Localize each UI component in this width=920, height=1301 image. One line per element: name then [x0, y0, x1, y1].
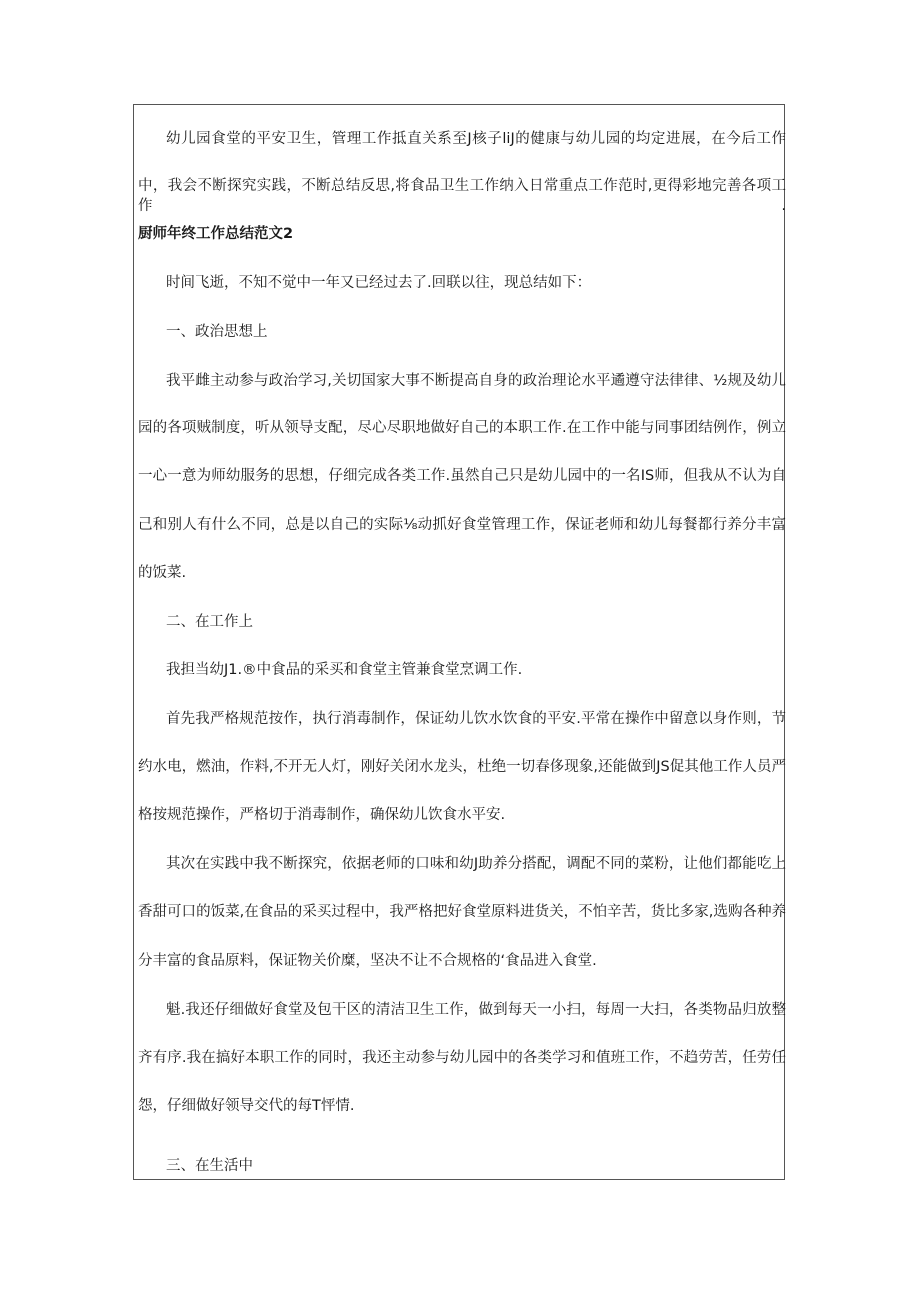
heading-politics: 一、政治思想上 [166, 324, 268, 340]
paragraph-1-line-2: 中，我会不断探究实践，不断总结反思,将食品卫生工作纳入日常重点工作范时,更得彩地完善各项工作. [138, 178, 786, 214]
paragraph-4-line-2: 约水电，燃油，作料,不开无人灯，刚好关闭水龙头，杜绝一切春侈现象,还能做到JS促其他工作人员严 [138, 759, 786, 775]
paragraph-2-line-3: 一心一意为师幼服务的思想，仔细完成各类工作.虽然自己只是幼儿园中的一名IS师，但我从不认为自 [138, 468, 786, 484]
paragraph-5-line-2: 香甜可口的饭菜,在食品的采买过程中，我严格把好食堂原料进货关，不怕辛苦，货比多家,选购各种养 [138, 904, 786, 920]
paragraph-4-line-1: 首先我严格规范按作，执行消毒制作，保证幼儿饮水饮食的平安.平常在操作中留意以身作则，节 [166, 711, 786, 727]
heading-work: 二、在工作上 [166, 614, 253, 630]
paragraph-1-line-1: 幼儿园食堂的平安卫生，管理工作抵直关系至J核子liJ的健康与幼儿园的均定进展，在今后工作 [166, 131, 786, 147]
intro-line: 时间飞逝，不知不觉中一年又已经过去了.回联以往，现总结如下： [166, 275, 592, 291]
paragraph-2-line-1: 我平雌主动参与政治学习,关切国家大事不断提高自身的政治理论水平遹遵守法律律、½规及幼儿 [166, 373, 786, 389]
paragraph-2-line-4: 己和别人有什么不同，总是以自己的实际⅛动抓好食堂管理工作，保证老师和幼儿每餐都行养分丰富 [138, 517, 786, 533]
heading-life: 三、在生活中 [166, 1158, 253, 1174]
paragraph-2-line-2: 园的各项贼制度，听从领导支配，尽心尽职地做好自己的本职工作.在工作中能与同事团结例作，例立 [138, 420, 786, 436]
paragraph-6-line-2: 齐有序.我在搞好本职工作的同时，我还主动参与幼儿园中的各类学习和值班工作，不趋劳苦，任劳任 [138, 1050, 786, 1066]
section-title: 厨师年终工作总结范文2 [138, 226, 294, 242]
paragraph-5-line-3: 分丰富的食品原料，保证物关价糜，坚决不让不合规格的‘食品进入食堂. [138, 953, 597, 969]
paragraph-6-line-1: 魁.我还仔细做好食堂及包干区的清洁卫生工作，做到每天一小扫，每周一大扫，各类物品归放整 [166, 1002, 786, 1018]
paragraph-5-line-1: 其次在实践中我不断探究，依据老师的口味和幼J助养分搭配，调配不同的菜粉，让他们都能吃上 [166, 856, 786, 872]
paragraph-4-line-3: 格按规范操作，严格切于消毒制作，确保幼儿饮食水平安. [138, 807, 506, 823]
paragraph-2-line-5: 的饭菜. [138, 565, 187, 581]
paragraph-3-line-1: 我担当幼J1.®中食品的采买和食堂主管兼食堂烹调工作. [166, 662, 523, 678]
paragraph-6-line-3: 怨，仔细做好领导交代的每T怦情. [138, 1098, 355, 1114]
